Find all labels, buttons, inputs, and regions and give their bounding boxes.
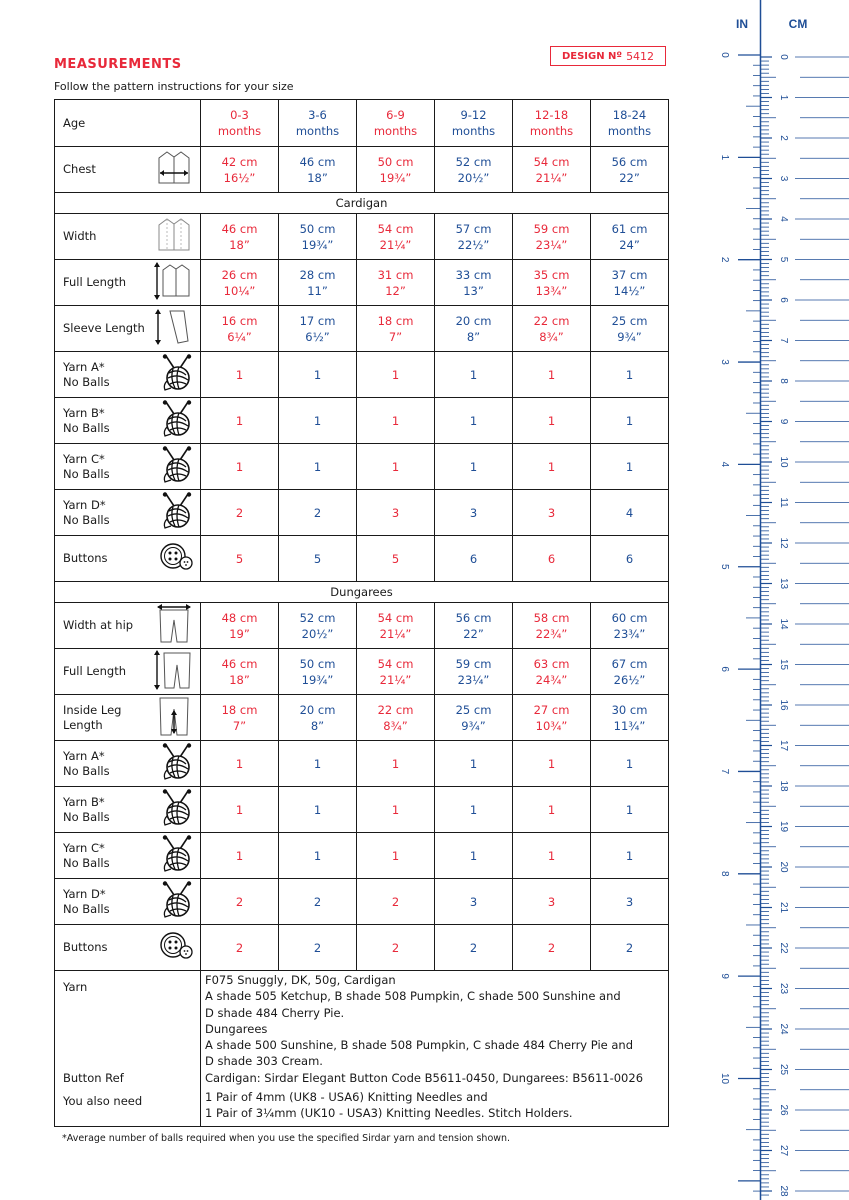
value-text: 2 [235, 505, 244, 520]
row-label-text: Full Length [63, 275, 126, 289]
value-text: 26½” [613, 672, 646, 687]
size-range: 0-3 [230, 108, 249, 122]
cm-label: 0 [778, 54, 789, 60]
value-text: 2 [391, 940, 400, 955]
value-text: 24¾” [535, 672, 568, 687]
value-text: 2 [625, 940, 634, 955]
size-range: 3-6 [308, 108, 327, 122]
value-text: 56 cm [611, 154, 648, 169]
row-label-text: Yarn A* [63, 748, 105, 763]
value-text: 3 [469, 894, 478, 909]
value-text: 19¾” [301, 672, 334, 687]
value-text: 1 [547, 367, 556, 382]
button-ref-text: Cardigan: Sirdar Elegant Button Code B5611-0450, Dungarees: B5611-0026 [205, 1070, 644, 1085]
value-text: 54 cm [533, 154, 570, 169]
value-text: 1 [313, 367, 322, 382]
value-text: 14½” [613, 283, 646, 298]
cm-label: 3 [778, 175, 789, 182]
value-text: 1 [469, 802, 478, 817]
value-text: 27 cm [533, 702, 570, 717]
value-text: 23¾” [613, 626, 646, 641]
yarn-text-line: A shade 500 Sunshine, B shade 508 Pumpkin, C shade 484 Cherry Pie and [205, 1038, 633, 1053]
value-text: 5 [235, 551, 244, 566]
value-text: 11¾” [613, 718, 646, 733]
cm-label: 8 [778, 378, 789, 384]
cm-label: 4 [778, 216, 789, 222]
size-range: 12-18 [534, 108, 569, 122]
value-text: 1 [391, 802, 400, 817]
row-label-text: Buttons [63, 940, 108, 954]
design-label: DESIGN Nº [561, 50, 623, 62]
value-text: 1 [313, 459, 322, 474]
value-text: 25 cm [455, 702, 492, 717]
value-text: 7” [388, 329, 403, 344]
value-text: 18” [229, 237, 250, 252]
cm-label: 5 [778, 256, 789, 263]
value-text: 37 cm [611, 267, 648, 282]
value-text: 6 [625, 551, 634, 566]
value-text: 3 [625, 894, 634, 909]
cm-label: 24 [778, 1023, 789, 1035]
row-label-text: Yarn C* [63, 451, 105, 466]
size-unit: months [373, 124, 418, 138]
value-text: 46 cm [299, 154, 336, 169]
age-label: Age [55, 100, 201, 147]
value-text: 5 [313, 551, 322, 566]
value-text: 8¾” [383, 718, 408, 733]
value-text: 26 cm [221, 267, 258, 282]
yarn-text-line: Dungarees [205, 1021, 268, 1036]
value-text: 22” [463, 626, 484, 641]
row-label-text: No Balls [63, 809, 110, 824]
row-label-text: Width [63, 229, 97, 243]
value-text: 21¼” [535, 170, 568, 185]
value-text: 2 [313, 505, 322, 520]
value-text: 6 [469, 551, 478, 566]
value-text: 7” [232, 718, 247, 733]
row-label-text: Sleeve Length [63, 321, 145, 335]
value-text: 19¾” [301, 237, 334, 252]
value-text: 10¼” [223, 283, 256, 298]
value-text: 48 cm [221, 610, 258, 625]
value-text: 42 cm [221, 154, 258, 169]
value-text: 1 [391, 367, 400, 382]
value-text: 1 [469, 848, 478, 863]
value-text: 1 [313, 413, 322, 428]
value-text: 1 [547, 848, 556, 863]
value-text: 22 cm [377, 702, 414, 717]
value-text: 1 [313, 756, 322, 771]
value-text: 6¼” [227, 329, 252, 344]
value-text: 63 cm [533, 656, 570, 671]
size-unit: months [451, 124, 496, 138]
value-text: 22¾” [535, 626, 568, 641]
ruler-cm-label: CM [788, 17, 808, 31]
value-text: 35 cm [533, 267, 570, 282]
row-label-text: No Balls [63, 420, 110, 435]
cm-label: 17 [778, 739, 789, 752]
value-text: 30 cm [611, 702, 648, 717]
value-text: 8” [466, 329, 481, 344]
cm-label: 27 [778, 1144, 789, 1157]
value-text: 2 [469, 940, 478, 955]
size-range: 18-24 [612, 108, 647, 122]
value-text: 2 [391, 894, 400, 909]
value-text: 21¼” [379, 672, 412, 687]
value-text: 2 [235, 894, 244, 909]
value-text: 2 [313, 940, 322, 955]
value-text: 59 cm [533, 221, 570, 236]
value-text: 1 [235, 756, 244, 771]
value-text: 1 [235, 459, 244, 474]
value-text: 1 [547, 459, 556, 474]
value-text: 60 cm [611, 610, 648, 625]
inch-label: 6 [719, 666, 730, 672]
row-label-text: Yarn B* [63, 405, 105, 420]
yarn-text-line: F075 Snuggly, DK, 50g, Cardigan [205, 973, 396, 987]
value-text: 13¾” [535, 283, 568, 298]
value-text: 1 [547, 413, 556, 428]
inch-label: 9 [719, 973, 730, 979]
value-text: 56 cm [455, 610, 492, 625]
row-label-text: Yarn D* [63, 886, 106, 901]
value-text: 21¼” [379, 626, 412, 641]
cm-label: 26 [778, 1104, 789, 1116]
value-text: 9¾” [617, 329, 642, 344]
cm-label: 20 [778, 861, 789, 873]
value-text: 1 [391, 413, 400, 428]
value-text: 1 [625, 367, 634, 382]
inch-label: 7 [719, 768, 730, 775]
cm-label: 23 [778, 982, 789, 995]
value-text: 11” [307, 283, 328, 298]
value-text: 1 [391, 756, 400, 771]
value-text: 25 cm [611, 313, 648, 328]
inch-label: 5 [719, 563, 730, 570]
row-label-text: No Balls [63, 855, 110, 870]
value-text: 54 cm [377, 656, 414, 671]
value-text: 9¾” [461, 718, 486, 733]
value-text: 28 cm [299, 267, 336, 282]
value-text: 54 cm [377, 221, 414, 236]
button-ref-label: Button Ref [63, 1070, 124, 1085]
value-text: 59 cm [455, 656, 492, 671]
inch-label: 1 [719, 154, 730, 161]
value-text: 57 cm [455, 221, 492, 236]
value-text: 13” [463, 283, 484, 298]
cm-label: 7 [778, 337, 789, 344]
value-text: 6½” [305, 329, 330, 344]
value-text: 18” [229, 672, 250, 687]
value-text: 33 cm [455, 267, 492, 282]
inch-label: 8 [719, 871, 730, 877]
row-label-text: Length [63, 717, 103, 732]
value-text: 1 [391, 848, 400, 863]
value-text: 18” [307, 170, 328, 185]
value-text: 5 [391, 551, 400, 566]
cm-label: 15 [778, 658, 789, 671]
row-label-text: Buttons [63, 551, 108, 565]
value-text: 19¾” [379, 170, 412, 185]
value-text: 31 cm [377, 267, 414, 282]
row-label-text: Width at hip [63, 618, 134, 632]
size-range: 6-9 [386, 108, 405, 122]
row-label-text: No Balls [63, 512, 110, 527]
cm-label: 12 [778, 537, 789, 549]
cm-label: 11 [778, 497, 789, 508]
inch-label: 4 [719, 461, 730, 468]
cm-label: 22 [778, 942, 789, 954]
value-text: 1 [235, 367, 244, 382]
value-text: 1 [235, 413, 244, 428]
needles-text-line: 1 Pair of 3¼mm (UK10 - USA3) Knitting Needles. Stitch Holders. [205, 1106, 573, 1121]
value-text: 24” [619, 237, 640, 252]
value-text: 1 [391, 459, 400, 474]
row-label-text: No Balls [63, 466, 110, 481]
value-text: 1 [235, 802, 244, 817]
cm-label: 9 [778, 418, 789, 425]
value-text: 2 [235, 940, 244, 955]
cm-label: 28 [778, 1185, 789, 1197]
value-text: 18 cm [377, 313, 414, 328]
value-text: 1 [625, 848, 634, 863]
row-label-text: Inside Leg [63, 702, 122, 717]
value-text: 20 cm [455, 313, 492, 328]
value-text: 52 cm [455, 154, 492, 169]
inch-label: 3 [719, 359, 730, 365]
value-text: 1 [469, 367, 478, 382]
footnote: *Average number of balls required when you use the specified Sirdar yarn and tension shown. [62, 1133, 511, 1144]
value-text: 8¾” [539, 329, 564, 344]
row-label-text: Yarn D* [63, 497, 106, 512]
value-text: 1 [313, 802, 322, 817]
cm-label: 25 [778, 1063, 789, 1076]
inch-label: 10 [719, 1072, 730, 1085]
needles-text-line: 1 Pair of 4mm (UK8 - USA6) Knitting Needles and [205, 1090, 488, 1105]
cm-label: 6 [778, 297, 789, 303]
value-text: 54 cm [377, 610, 414, 625]
value-text: 22 cm [533, 313, 570, 328]
value-text: 16½” [223, 170, 256, 185]
size-unit: months [607, 124, 652, 138]
page-title: MEASUREMENTS [54, 57, 182, 72]
cm-label: 2 [778, 135, 789, 141]
cm-label: 19 [778, 820, 789, 833]
yarn-text-line: D shade 303 Cream. [205, 1054, 323, 1069]
value-text: 16 cm [221, 313, 258, 328]
page-subtitle: Follow the pattern instructions for your size [54, 80, 294, 93]
value-text: 1 [313, 848, 322, 863]
value-text: 1 [547, 802, 556, 817]
value-text: 3 [469, 505, 478, 520]
value-text: 6 [547, 551, 556, 566]
yarn-text-line: D shade 484 Cherry Pie. [205, 1005, 345, 1020]
value-text: 1 [469, 413, 478, 428]
value-text: 46 cm [221, 221, 258, 236]
size-range: 9-12 [460, 108, 487, 122]
cm-label: 10 [778, 456, 789, 468]
row-label-text: Chest [63, 162, 96, 176]
yarn-label: Yarn [63, 980, 88, 994]
yarn-text-line: A shade 505 Ketchup, B shade 508 Pumpkin, C shade 500 Sunshine and [205, 989, 621, 1004]
value-text: 1 [547, 756, 556, 771]
value-text: 52 cm [299, 610, 336, 625]
value-text: 1 [469, 459, 478, 474]
row-label-text: Yarn B* [63, 794, 105, 809]
value-text: 12” [385, 283, 406, 298]
value-text: 21¼” [379, 237, 412, 252]
you-also-need-label: You also need [63, 1094, 143, 1109]
ruler-in-label: IN [736, 17, 748, 31]
value-text: 1 [625, 802, 634, 817]
cm-label: 13 [778, 577, 789, 590]
size-unit: months [217, 124, 262, 138]
value-text: 20 cm [299, 702, 336, 717]
value-text: 23¼” [457, 672, 490, 687]
value-text: 22” [619, 170, 640, 185]
size-unit: months [295, 124, 340, 138]
row-label-text: Yarn A* [63, 359, 105, 374]
value-text: 67 cm [611, 656, 648, 671]
value-text: 1 [625, 459, 634, 474]
row-label-text: Full Length [63, 664, 126, 678]
value-text: 50 cm [299, 221, 336, 236]
cm-label: 16 [778, 699, 789, 711]
value-text: 8” [310, 718, 325, 733]
cm-label: 14 [778, 618, 789, 630]
value-text: 1 [235, 848, 244, 863]
row-label-text: Yarn C* [63, 840, 105, 855]
inch-label: 0 [719, 52, 730, 58]
dungarees-heading: Dungarees [55, 582, 669, 603]
value-text: 4 [625, 505, 634, 520]
value-text: 50 cm [299, 656, 336, 671]
value-text: 2 [547, 940, 556, 955]
cardigan-heading: Cardigan [55, 193, 669, 214]
value-text: 1 [625, 413, 634, 428]
value-text: 58 cm [533, 610, 570, 625]
value-text: 50 cm [377, 154, 414, 169]
row-label-text: No Balls [63, 763, 110, 778]
value-text: 18 cm [221, 702, 258, 717]
row-label-text: No Balls [63, 901, 110, 916]
size-unit: months [529, 124, 574, 138]
value-text: 1 [469, 756, 478, 771]
value-text: 20½” [457, 170, 490, 185]
value-text: 3 [391, 505, 400, 520]
value-text: 19” [229, 626, 250, 641]
cm-label: 1 [778, 94, 789, 101]
value-text: 1 [625, 756, 634, 771]
value-text: 46 cm [221, 656, 258, 671]
value-text: 22½” [457, 237, 490, 252]
value-text: 61 cm [611, 221, 648, 236]
cm-label: 18 [778, 780, 789, 792]
value-text: 10¾” [535, 718, 568, 733]
value-text: 23¼” [535, 237, 568, 252]
value-text: 2 [313, 894, 322, 909]
design-number: 5412 [626, 49, 655, 63]
inch-label: 2 [719, 256, 730, 263]
value-text: 3 [547, 505, 556, 520]
value-text: 20½” [301, 626, 334, 641]
value-text: 3 [547, 894, 556, 909]
row-label-text: No Balls [63, 374, 110, 389]
cm-label: 21 [778, 901, 789, 914]
value-text: 17 cm [299, 313, 336, 328]
